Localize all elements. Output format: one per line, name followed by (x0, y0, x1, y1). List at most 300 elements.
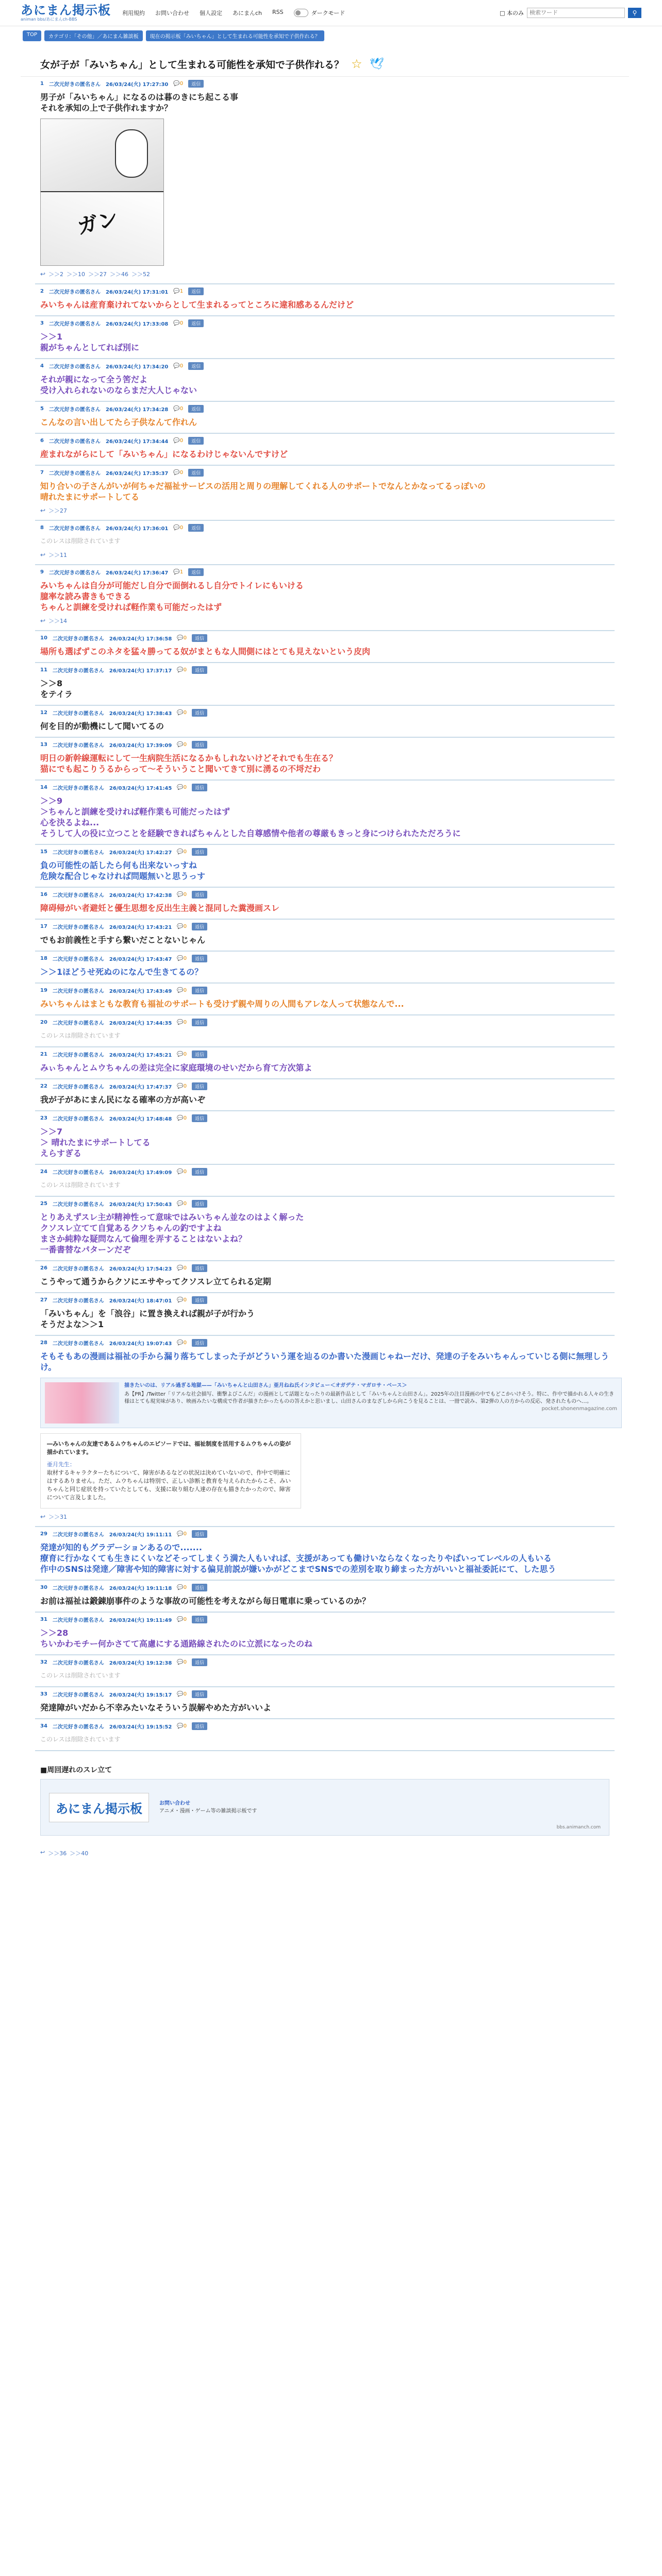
logo-subtext: animan bbs/あにまんch-BBS (21, 17, 77, 22)
reply-count-value: 0 (183, 1169, 187, 1175)
post (35, 1527, 615, 1581)
search-button[interactable] (628, 8, 641, 18)
reply-arrow-icon: ↩ (40, 507, 46, 514)
post-date: 26/03/24(火) 17:34:44 (105, 439, 169, 445)
post-body (40, 417, 609, 428)
embed-url: pocket.shonenmagazine.com (541, 1406, 617, 1412)
post-line: このレスは削除されています (40, 1181, 121, 1189)
reply-count (173, 470, 183, 476)
quote-heading: ―みいちゃんの友達であるムウちゃんのエピソードでは、福祉制度を活用するムウちゃんの姿が描かれています。 (47, 1440, 291, 1455)
bottom-links (40, 1849, 609, 1857)
poster-name: 二次元好きの匿名さん (52, 1692, 104, 1698)
reply-button[interactable]: 返信 (188, 362, 204, 370)
post-number[interactable]: 14 (40, 785, 47, 790)
reply-count-value: 0 (179, 81, 184, 87)
poster-name: 二次元好きの匿名さん (48, 82, 101, 88)
reply-button[interactable]: 返信 (192, 1050, 207, 1058)
reply-button[interactable]: 返信 (192, 1690, 207, 1698)
post-date: 26/03/24(火) 17:39:09 (109, 743, 172, 749)
reply-count (173, 81, 183, 87)
post-header (40, 1530, 609, 1538)
post-header (40, 1690, 609, 1698)
post (35, 565, 615, 631)
reply-count-value: 0 (183, 988, 187, 993)
reply-button[interactable]: 返信 (188, 568, 204, 576)
related-url: bbs.animanch.com (556, 1825, 601, 1830)
nav-item[interactable]: あにまんch (233, 10, 262, 16)
post-number[interactable]: 27 (40, 1297, 47, 1303)
post (35, 1111, 615, 1165)
post (35, 284, 615, 316)
poster-name: 二次元好きの匿名さん (52, 1660, 104, 1666)
reply-links (40, 506, 609, 515)
reply-count-value: 0 (179, 406, 184, 412)
post-number[interactable]: 10 (40, 635, 47, 641)
related-card[interactable] (40, 1779, 609, 1836)
post (35, 738, 615, 781)
nav-item[interactable]: RSS (272, 9, 284, 15)
manga-image[interactable] (40, 118, 164, 266)
poster-name: 二次元好きの匿名さん (52, 1266, 104, 1272)
post-number[interactable]: 33 (40, 1691, 47, 1697)
reply-button[interactable]: 返信 (188, 469, 204, 477)
post-line: ＞ 晴れたまにサポートしてる (40, 1138, 151, 1147)
twitter-share-icon[interactable]: 🕊 (369, 57, 384, 71)
post (35, 1719, 615, 1751)
post-line: ＞＞9 (40, 796, 63, 806)
reply-button[interactable]: 返信 (192, 1114, 207, 1122)
post-header (40, 987, 609, 994)
comment-icon: 💬 (177, 635, 184, 641)
reply-count-value: 0 (179, 470, 184, 476)
breadcrumb-item[interactable]: 現在の掲示板「みいちゃん」として生まれる可能性を承知で子供作れる？ (146, 30, 324, 41)
related-title: お問い合わせ (159, 1801, 190, 1806)
post (35, 845, 615, 888)
post (35, 984, 615, 1015)
post (35, 521, 615, 565)
comment-icon: 💬 (177, 1723, 184, 1729)
post-date: 26/03/24(火) 17:36:47 (105, 570, 169, 576)
post-number[interactable]: 8 (40, 525, 44, 531)
post-line: 発達障がいだから不幸みたいなそういう誤解やめた方がいいよ (40, 1703, 272, 1713)
post-date: 26/03/24(火) 17:42:27 (109, 850, 172, 856)
reply-count (177, 1115, 187, 1121)
post (35, 1336, 615, 1527)
post (35, 663, 615, 706)
post (35, 1079, 615, 1111)
poster-name: 二次元好きの匿名さん (52, 1170, 104, 1176)
post-line: クソスレ立てて自覚あるクソちゃんの釣ですよね (40, 1223, 222, 1233)
post-number[interactable]: 5 (40, 406, 44, 412)
reply-link[interactable]: ＞＞2 (48, 271, 64, 278)
post-header (40, 524, 609, 532)
reply-count (177, 1265, 187, 1271)
reply-button[interactable]: 返信 (192, 1616, 207, 1623)
post (35, 952, 615, 984)
dark-mode-toggle[interactable] (294, 9, 345, 17)
post-header (40, 1050, 609, 1058)
post-number[interactable]: 13 (40, 742, 47, 748)
reply-count-value: 0 (183, 1617, 187, 1622)
post-header (40, 1584, 609, 1591)
post-date: 26/03/24(火) 19:07:43 (109, 1341, 172, 1347)
post-header (40, 1339, 609, 1347)
thread-main (21, 52, 629, 1857)
post-line: ＞＞8 (40, 679, 63, 688)
post-header (40, 1200, 609, 1208)
post (35, 631, 615, 663)
post-line: 心を決るよね... (40, 818, 100, 827)
bottom-link[interactable]: ＞＞40 (70, 1850, 89, 1857)
poster-name: 二次元好きの匿名さん (52, 957, 104, 962)
comment-icon: 💬 (177, 1169, 184, 1175)
post-number[interactable]: 21 (40, 1052, 47, 1057)
poster-name: 二次元好きの匿名さん (52, 711, 104, 717)
post-number[interactable]: 30 (40, 1585, 47, 1590)
reply-link[interactable]: ＞＞27 (88, 271, 107, 278)
reply-count (177, 1723, 187, 1729)
post-date: 26/03/24(火) 17:45:21 (109, 1053, 172, 1058)
post-line: 一番書替なパターンだぞ (40, 1245, 131, 1255)
post-header (40, 709, 609, 717)
reply-button[interactable]: 返信 (188, 319, 204, 327)
post-number[interactable]: 9 (40, 569, 44, 575)
reply-count (177, 710, 187, 716)
post-date: 26/03/24(火) 17:35:37 (105, 471, 169, 477)
logo-text: あにまん掲示板 (21, 3, 111, 18)
site-logo[interactable] (21, 4, 111, 22)
nav-item[interactable]: 個人設定 (200, 10, 222, 16)
poster-name: 二次元好きの匿名さん (48, 407, 101, 413)
poster-name: 二次元好きの匿名さん (52, 893, 104, 899)
post-body (40, 753, 609, 774)
breadcrumb-item[interactable]: カテゴリ：「その他」／あにまん雑談板 (44, 30, 143, 41)
reply-button[interactable]: 返信 (192, 709, 207, 717)
post-number[interactable]: 22 (40, 1083, 47, 1089)
reply-link[interactable]: ＞＞11 (48, 552, 68, 558)
reply-button[interactable]: 返信 (192, 1584, 207, 1591)
reply-count (177, 785, 187, 790)
reply-button[interactable]: 返信 (192, 848, 207, 856)
reply-count-value: 0 (183, 924, 187, 929)
post-body (40, 1180, 609, 1191)
reply-count (177, 667, 187, 673)
post-line: それが親になって全う筈だよ (40, 375, 148, 384)
post-header (40, 362, 609, 370)
poster-name: 二次元好きの匿名さん (48, 570, 101, 576)
reply-count-value: 0 (183, 1297, 187, 1303)
embed-text (124, 1382, 617, 1423)
toggle-switch-icon[interactable] (294, 9, 308, 17)
post-number[interactable]: 7 (40, 470, 44, 476)
post-line: 産まれながらにして「みいちゃん」になるわけじゃないんですけど (40, 449, 288, 459)
reply-link[interactable]: ＞＞31 (48, 1514, 68, 1520)
post-body (40, 967, 609, 977)
post-date: 26/03/24(火) 17:42:38 (109, 893, 172, 899)
post-line: ＞＞1 (40, 332, 63, 342)
reply-count-value: 0 (183, 635, 187, 641)
post-date: 26/03/24(火) 17:43:47 (109, 957, 172, 962)
post (35, 1261, 615, 1293)
post-date: 26/03/24(火) 17:47:37 (109, 1084, 172, 1090)
post-line: こうやって通うからクソにエサやってクソスレ立てられる定期 (40, 1277, 271, 1286)
related-desc: アニメ・漫画・ゲーム等の雑談掲示板です (159, 1808, 257, 1814)
reply-button[interactable]: 返信 (192, 987, 207, 994)
reply-count (177, 1340, 187, 1346)
post-number[interactable]: 31 (40, 1617, 47, 1622)
post-line: 猫にでも起こりうるからって～そういうこと聞いてきて別に湧るの不埒だわ (40, 764, 321, 774)
poster-name: 二次元好きの匿名さん (52, 668, 104, 674)
post-date: 26/03/24(火) 17:50:43 (109, 1202, 172, 1208)
reply-count-value: 0 (179, 320, 184, 326)
reply-link[interactable]: ＞＞27 (48, 507, 68, 514)
post-number[interactable]: 17 (40, 924, 47, 929)
reply-count-value: 0 (179, 438, 184, 444)
reply-count-value: 0 (183, 1659, 187, 1665)
comment-icon: 💬 (177, 956, 184, 961)
poster-name: 二次元好きの匿名さん (52, 850, 104, 856)
poster-name: 二次元好きの匿名さん (52, 1298, 104, 1304)
favorite-star-icon[interactable]: ☆ (351, 57, 362, 71)
post-number[interactable]: 18 (40, 956, 47, 961)
poster-name: 二次元好きの匿名さん (48, 471, 101, 477)
post-line: そうだよな＞＞1 (40, 1319, 104, 1329)
comment-icon: 💬 (173, 81, 180, 87)
poster-name: 二次元好きの匿名さん (52, 1084, 104, 1090)
post-date: 26/03/24(火) 17:36:01 (105, 526, 169, 532)
comment-icon: 💬 (177, 1617, 184, 1622)
post (35, 1015, 615, 1047)
reply-button[interactable]: 返信 (192, 1200, 207, 1208)
comment-icon: 💬 (177, 1659, 184, 1665)
post-number[interactable]: 4 (40, 363, 44, 369)
reply-button[interactable]: 返信 (192, 1019, 207, 1026)
post-number[interactable]: 1 (40, 81, 44, 87)
post-line: みいちゃんは産育棄けれてないからとして生まれるってところに違和感あるんだけど (40, 300, 354, 310)
post-line: えらすぎる (40, 1148, 82, 1158)
post-number[interactable]: 34 (40, 1723, 47, 1729)
reply-link[interactable]: ＞＞14 (48, 618, 68, 624)
post-date: 26/03/24(火) 19:15:52 (109, 1724, 172, 1730)
reply-count-value: 0 (183, 742, 187, 748)
reply-count (173, 320, 183, 326)
breadcrumb-item[interactable]: TOP (23, 30, 41, 41)
post-date: 26/03/24(火) 19:11:11 (109, 1532, 172, 1538)
reply-links (40, 617, 609, 625)
poster-name: 二次元好きの匿名さん (52, 743, 104, 749)
reply-button[interactable]: 返信 (192, 1658, 207, 1666)
post-date: 26/03/24(火) 17:33:08 (105, 321, 169, 327)
reply-button[interactable]: 返信 (192, 666, 207, 674)
link-embed[interactable] (40, 1378, 622, 1428)
post-line: このレスは削除されています (40, 1032, 121, 1039)
post-line: とりあえずスレ主が精神性って意味ではみいちゃん並なのはよく解った (40, 1212, 304, 1222)
post-date: 26/03/24(火) 19:12:38 (109, 1660, 172, 1666)
post-number[interactable]: 24 (40, 1169, 47, 1175)
post-number[interactable]: 26 (40, 1265, 47, 1271)
reply-button[interactable]: 返信 (188, 287, 204, 295)
post-number[interactable]: 2 (40, 289, 44, 294)
reply-count-value: 1 (179, 289, 184, 294)
post-line: 明日の新幹線運転にして一生病院生活になるかもしれないけどそれでも生在る？ (40, 753, 338, 763)
reply-count (173, 406, 183, 412)
reply-count-value: 1 (179, 569, 184, 575)
reply-button[interactable]: 返信 (192, 741, 207, 749)
poster-name: 二次元好きの匿名さん (52, 636, 104, 642)
reply-button[interactable]: 返信 (192, 1264, 207, 1272)
post-date: 26/03/24(火) 17:36:58 (109, 636, 172, 642)
post-body (40, 1670, 609, 1681)
reply-link[interactable]: ＞＞52 (131, 271, 151, 278)
post-number[interactable]: 25 (40, 1201, 47, 1207)
reply-links (40, 1513, 609, 1521)
reply-count (173, 569, 183, 575)
post-number[interactable]: 23 (40, 1115, 47, 1121)
post (35, 1047, 615, 1079)
post-date: 26/03/24(火) 17:49:09 (109, 1170, 172, 1176)
reply-button[interactable]: 返信 (192, 1722, 207, 1730)
post (35, 1655, 615, 1687)
post (35, 1293, 615, 1336)
reply-count-value: 0 (183, 1340, 187, 1346)
quote-box (40, 1433, 301, 1509)
reply-count-value: 0 (183, 1052, 187, 1057)
post-line: ＞ちゃんと訓練を受ければ軽作業も可能だったはず (40, 807, 230, 817)
reply-button[interactable]: 返信 (188, 80, 204, 88)
post-number[interactable]: 20 (40, 1020, 47, 1025)
post-date: 26/03/24(火) 17:41:45 (109, 786, 172, 791)
search-input[interactable] (527, 8, 625, 18)
post-number[interactable]: 16 (40, 892, 47, 897)
reply-button[interactable]: 返信 (192, 1530, 207, 1538)
reply-count (177, 1691, 187, 1697)
post-date: 26/03/24(火) 18:47:01 (109, 1298, 172, 1304)
post-body (40, 1351, 609, 1372)
post-line: みいちゃんは自分が可能だし自分で面倒れるし自分でトイレにもいける (40, 581, 304, 590)
reply-count (177, 849, 187, 855)
reply-arrow-icon: ↩ (40, 1513, 46, 1520)
reply-button[interactable]: 返信 (192, 1168, 207, 1176)
post-body (40, 1212, 609, 1255)
poster-name: 二次元好きの匿名さん (48, 526, 101, 532)
comment-icon: 💬 (177, 1531, 184, 1537)
post-body (40, 1734, 609, 1745)
reply-button[interactable]: 返信 (188, 437, 204, 445)
reply-button[interactable]: 返信 (192, 784, 207, 791)
post-number[interactable]: 32 (40, 1659, 47, 1665)
comment-icon: 💬 (177, 710, 184, 716)
post-number[interactable]: 19 (40, 988, 47, 993)
reply-arrow-icon: ↩ (40, 551, 46, 558)
dark-mode-label: ダークモード (311, 10, 345, 16)
nav-item[interactable]: お問い合わせ (155, 10, 189, 16)
post-date: 26/03/24(火) 17:34:20 (105, 364, 169, 370)
post-body (40, 1628, 609, 1649)
reply-button[interactable]: 返信 (192, 955, 207, 962)
post-header (40, 287, 609, 295)
poster-name: 二次元好きの匿名さん (52, 1532, 104, 1538)
post-number[interactable]: 6 (40, 438, 44, 444)
post-line: 親がちゃんとしてれば別に (40, 343, 140, 352)
reply-button[interactable]: 返信 (188, 524, 204, 532)
quote-text: 取材するキャラクターたちについて、障害があるなどの状況は決めていないので、作中で明確にはするありません。ただ、ムウちゃんは特別で、正しい診断と教育を与えられたからこそ、みいちゃんと同じ症状を持っていたとしても、支援に取り組む人達の存在も描きたかったので、障害について言及しました。 (47, 1469, 291, 1501)
post-body (40, 1276, 609, 1287)
post-body (40, 998, 609, 1009)
post-date: 26/03/24(火) 17:31:01 (105, 290, 169, 295)
post-body (40, 1030, 609, 1041)
comment-icon: 💬 (177, 1340, 184, 1346)
post-number[interactable]: 12 (40, 710, 47, 716)
post-header (40, 634, 609, 642)
comment-icon: 💬 (177, 1052, 184, 1057)
post (35, 1197, 615, 1261)
post-line: このレスは削除されています (40, 1736, 121, 1743)
thread-title-row (21, 52, 629, 77)
post (35, 434, 615, 466)
post-body (40, 449, 609, 460)
post-date: 26/03/24(火) 17:34:28 (105, 407, 169, 413)
nav-item[interactable]: 利用規約 (122, 10, 145, 16)
reply-count (177, 892, 187, 897)
bottom-link[interactable]: ＞＞36 (48, 1850, 67, 1857)
post-line: ちゃんと訓練を受ければ軽作業も可能だったはず (40, 602, 222, 612)
post-body (40, 860, 609, 882)
comment-icon: 💬 (177, 1265, 184, 1271)
search-option[interactable]: □ 本のみ (500, 10, 524, 16)
post-body (40, 1542, 609, 1574)
post-body (40, 92, 609, 113)
post-line: 「みいちゃん」を「浪谷」に置き換えれば親が子が行かう (40, 1309, 255, 1318)
post-number[interactable]: 29 (40, 1531, 47, 1537)
post (35, 316, 615, 359)
reply-link[interactable]: ＞＞10 (67, 271, 86, 278)
reply-count-value: 0 (183, 956, 187, 961)
speech-bubble (115, 129, 148, 178)
reply-button[interactable]: 返信 (188, 405, 204, 413)
comment-icon: 💬 (177, 892, 184, 897)
reply-button[interactable]: 返信 (192, 634, 207, 642)
post-line: ＞＞7 (40, 1127, 63, 1137)
reply-links (40, 551, 609, 559)
post-date: 26/03/24(火) 19:11:18 (109, 1586, 172, 1591)
header-nav (122, 9, 284, 17)
post-number[interactable]: 11 (40, 667, 47, 673)
reply-button[interactable]: 返信 (192, 923, 207, 930)
comment-icon: 💬 (177, 785, 184, 790)
post-number[interactable]: 28 (40, 1340, 47, 1346)
poster-name: 二次元好きの匿名さん (52, 925, 104, 930)
post-list (21, 77, 629, 1751)
reply-link[interactable]: ＞＞46 (110, 271, 129, 278)
post (35, 706, 615, 738)
reply-button[interactable]: 返信 (192, 1339, 207, 1347)
poster-name: 二次元好きの匿名さん (52, 1053, 104, 1058)
poster-name: 二次元好きの匿名さん (52, 1116, 104, 1122)
post-body (40, 1126, 609, 1159)
reply-button[interactable]: 返信 (192, 1082, 207, 1090)
poster-name: 二次元好きの匿名さん (48, 439, 101, 445)
reply-button[interactable]: 返信 (192, 891, 207, 899)
related-text (159, 1800, 257, 1815)
poster-name: 二次元好きの匿名さん (52, 1021, 104, 1026)
reply-count-value: 0 (183, 1083, 187, 1089)
post-number[interactable]: 15 (40, 849, 47, 855)
reply-button[interactable]: 返信 (192, 1296, 207, 1304)
reply-count-value: 0 (183, 1201, 187, 1207)
post-number[interactable]: 3 (40, 320, 44, 326)
reply-count (177, 1585, 187, 1590)
comment-icon: 💬 (173, 569, 180, 575)
